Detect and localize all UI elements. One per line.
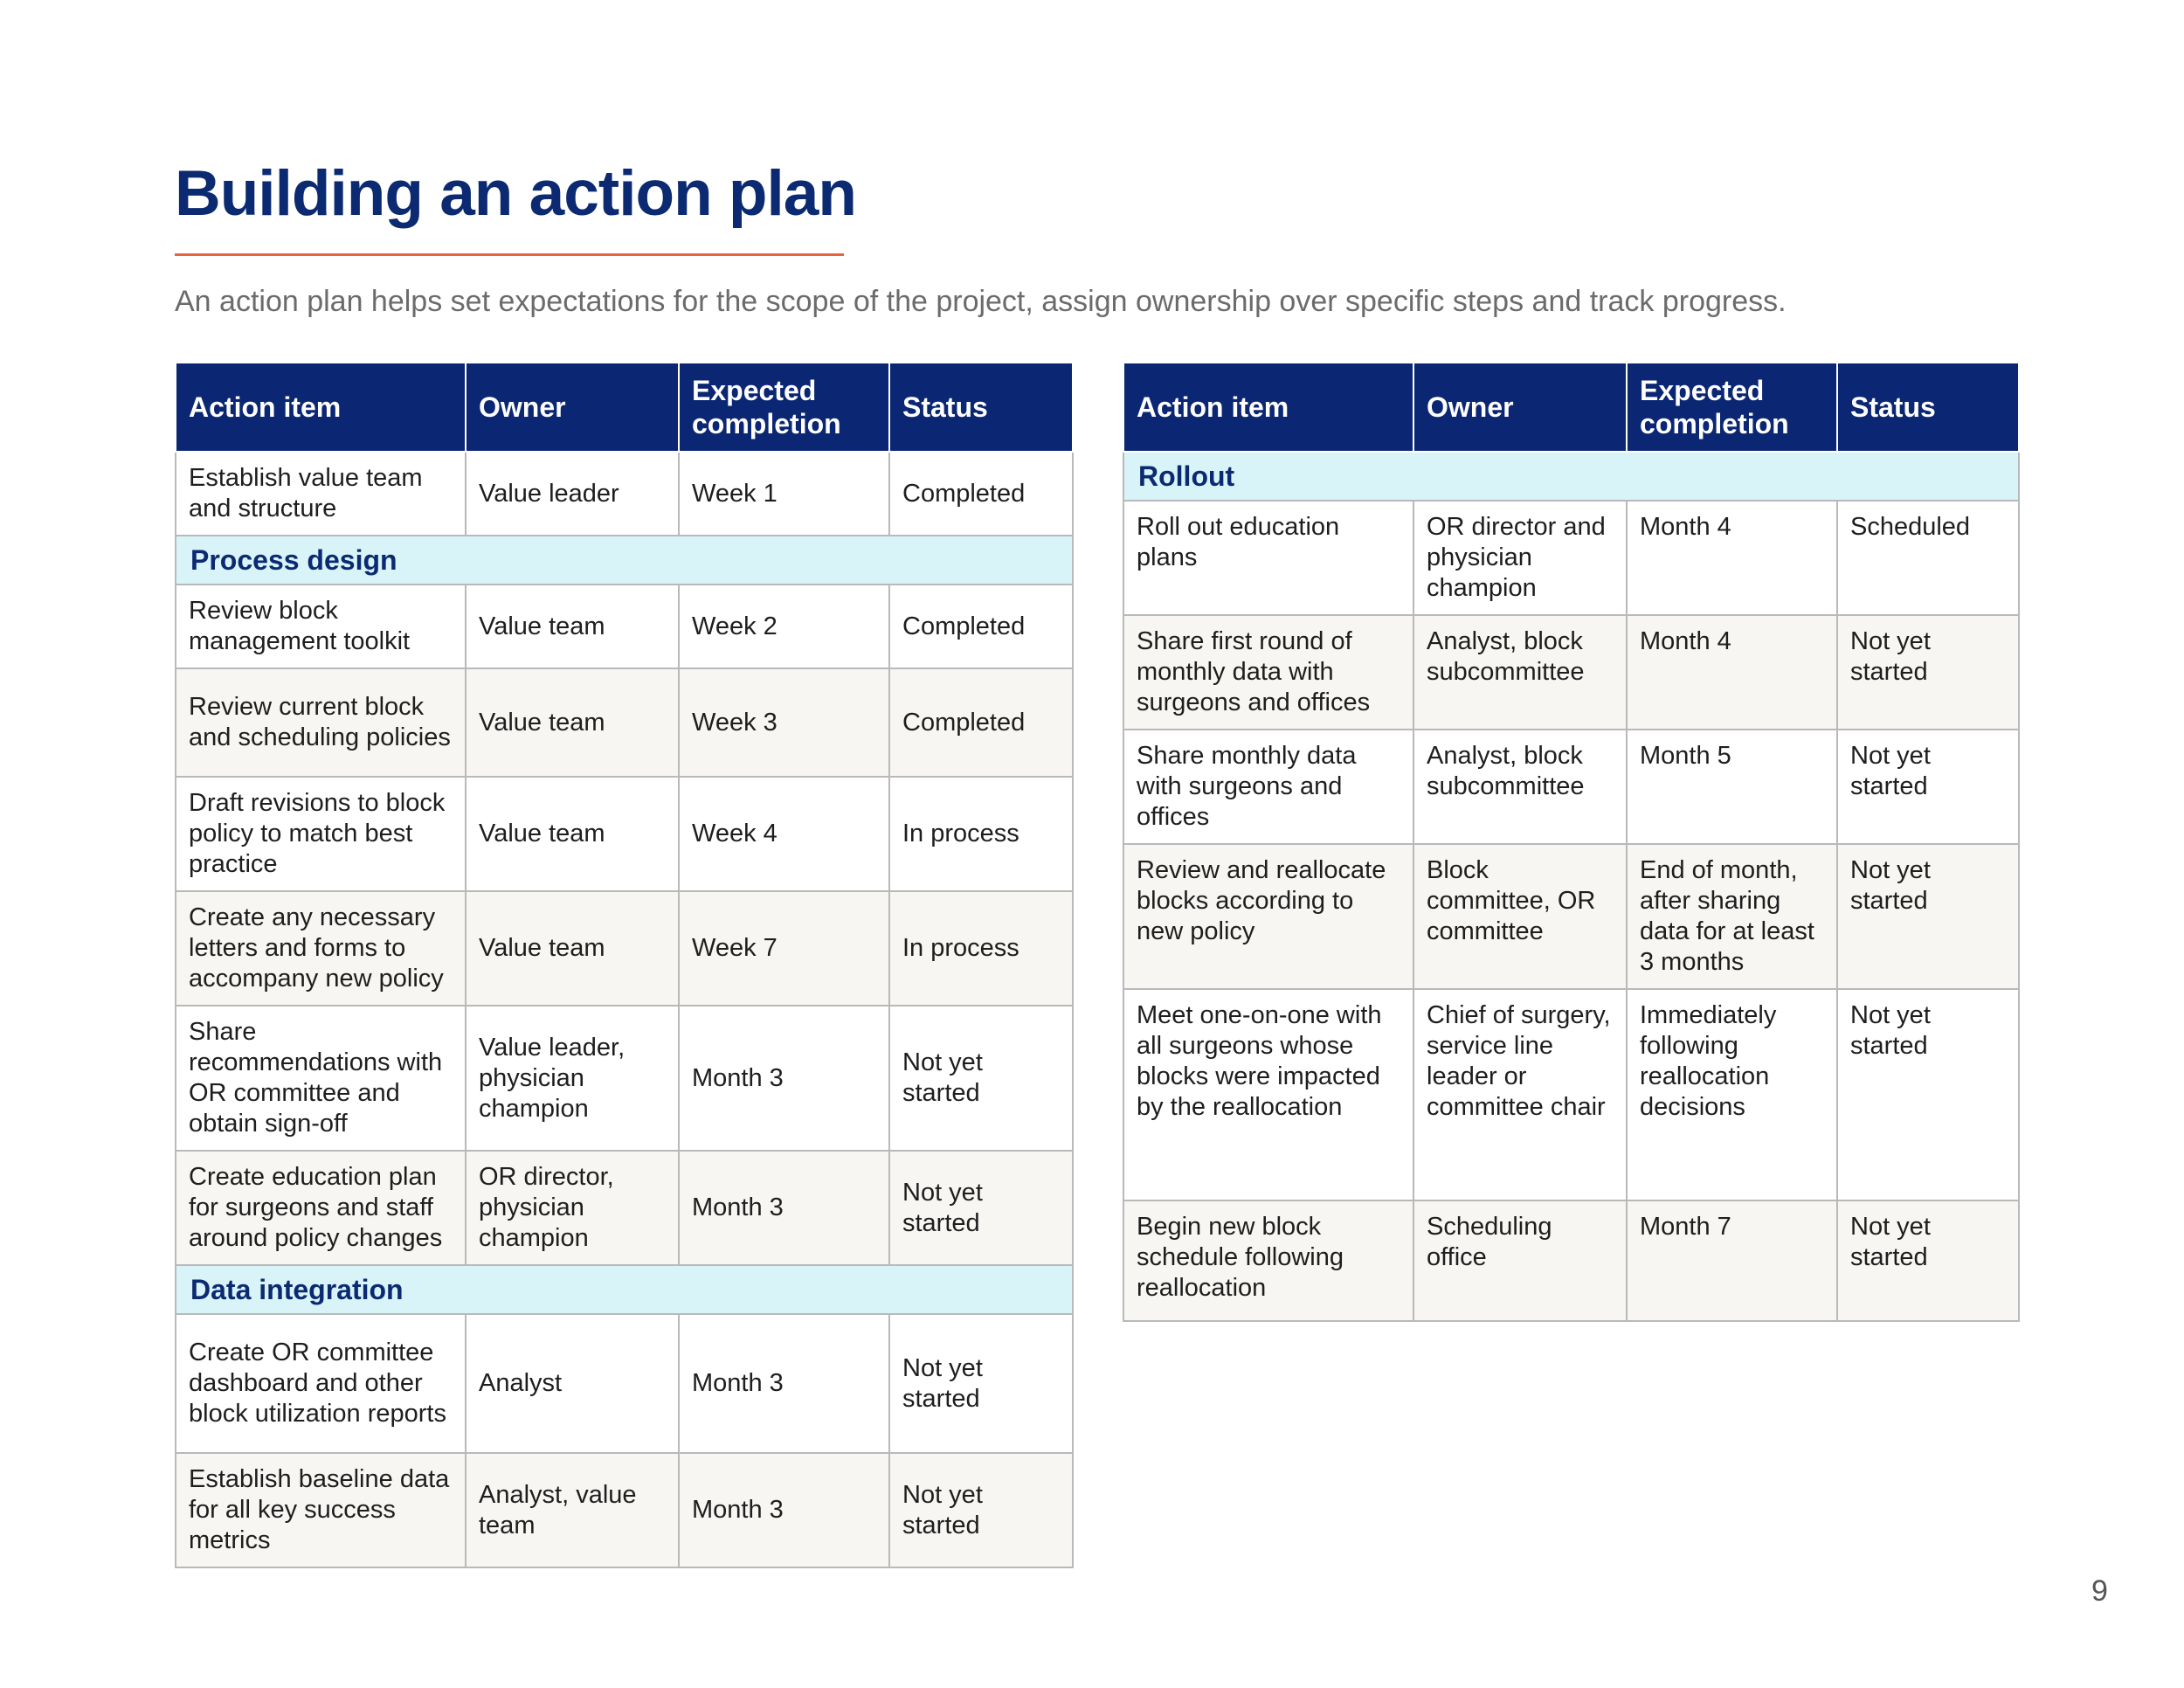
table-row (176, 452, 1073, 536)
header-action-item: Action item (176, 363, 466, 452)
action-item-cell: Create OR committee dashboard and other block utilization reports (176, 1314, 466, 1453)
header-action-item: Action item (1123, 363, 1413, 452)
status-cell: Not yet started (1837, 615, 2019, 730)
action-item-cell: Share first round of monthly data with surgeons and offices (1123, 615, 1413, 730)
owner-cell: Block committee, OR committee (1413, 844, 1627, 989)
action-item-cell: Roll out education plans (1123, 501, 1413, 615)
completion-cell: Immediately following reallocation decisions (1627, 989, 1837, 1200)
completion-cell: Month 3 (679, 1453, 889, 1567)
table-row (1123, 615, 2019, 730)
action-item-cell: Establish baseline data for all key success metrics (176, 1453, 466, 1567)
owner-cell: Chief of surgery, service line leader or committee chair (1413, 989, 1627, 1200)
table-header-row (176, 363, 1073, 452)
page-subtitle: An action plan helps set expectations for the scope of the project, assign ownership over specific steps and track progress. (175, 285, 1787, 318)
action-item-cell: Review and reallocate blocks according to new policy (1123, 844, 1413, 989)
title-underline (175, 253, 844, 256)
action-item-cell: Review block management toolkit (176, 585, 466, 668)
completion-cell: Week 7 (679, 891, 889, 1006)
section-label: Process design (176, 536, 1073, 585)
status-cell: Not yet started (889, 1453, 1073, 1567)
action-item-cell: Create education plan for surgeons and staff around policy changes (176, 1151, 466, 1265)
owner-cell: Value leader (466, 452, 679, 536)
page-title: Building an action plan (175, 158, 856, 229)
status-cell: In process (889, 777, 1073, 891)
owner-cell: Value team (466, 668, 679, 777)
header-expected-completion: Expected completion (679, 363, 889, 452)
owner-cell: OR director, physician champion (466, 1151, 679, 1265)
table-row (176, 891, 1073, 1006)
action-item-cell: Create any necessary letters and forms to accompany new policy (176, 891, 466, 1006)
completion-cell: Week 4 (679, 777, 889, 891)
status-cell: Not yet started (889, 1151, 1073, 1265)
table-row (176, 777, 1073, 891)
status-cell: In process (889, 891, 1073, 1006)
owner-cell: Scheduling office (1413, 1200, 1627, 1321)
table-row (1123, 501, 2019, 615)
status-cell: Not yet started (1837, 730, 2019, 844)
section-row (176, 536, 1073, 585)
page-number: 9 (2091, 1574, 2108, 1608)
status-cell: Not yet started (1837, 844, 2019, 989)
header-status: Status (889, 363, 1073, 452)
owner-cell: OR director and physician champion (1413, 501, 1627, 615)
action-item-cell: Share monthly data with surgeons and offices (1123, 730, 1413, 844)
table-row (176, 1453, 1073, 1567)
table-row (1123, 730, 2019, 844)
status-cell: Not yet started (1837, 1200, 2019, 1321)
header-owner: Owner (466, 363, 679, 452)
action-plan-table-left (175, 362, 1074, 1568)
section-row (176, 1265, 1073, 1314)
owner-cell: Analyst, value team (466, 1453, 679, 1567)
status-cell: Not yet started (889, 1006, 1073, 1151)
status-cell: Scheduled (1837, 501, 2019, 615)
action-item-cell: Share recommendations with OR committee and obtain sign-off (176, 1006, 466, 1151)
action-item-cell: Begin new block schedule following reallocation (1123, 1200, 1413, 1321)
table-row (176, 585, 1073, 668)
completion-cell: Week 1 (679, 452, 889, 536)
section-label: Rollout (1123, 452, 2019, 501)
completion-cell: Week 2 (679, 585, 889, 668)
section-row (1123, 452, 2019, 501)
table-row (1123, 1200, 2019, 1321)
completion-cell: Month 4 (1627, 615, 1837, 730)
action-item-cell: Review current block and scheduling policies (176, 668, 466, 777)
completion-cell: Month 3 (679, 1006, 889, 1151)
owner-cell: Value team (466, 891, 679, 1006)
action-plan-table-right (1123, 362, 2020, 1322)
completion-cell: Month 3 (679, 1314, 889, 1453)
owner-cell: Value leader, physician champion (466, 1006, 679, 1151)
completion-cell: Month 3 (679, 1151, 889, 1265)
table-row (1123, 989, 2019, 1200)
owner-cell: Analyst (466, 1314, 679, 1453)
section-label: Data integration (176, 1265, 1073, 1314)
table-row (176, 668, 1073, 777)
table-row (176, 1151, 1073, 1265)
table-row (176, 1006, 1073, 1151)
status-cell: Completed (889, 668, 1073, 777)
status-cell: Not yet started (1837, 989, 2019, 1200)
completion-cell: Week 3 (679, 668, 889, 777)
table-row (1123, 844, 2019, 989)
completion-cell: Month 5 (1627, 730, 1837, 844)
owner-cell: Value team (466, 777, 679, 891)
status-cell: Not yet started (889, 1314, 1073, 1453)
table-row (176, 1314, 1073, 1453)
action-item-cell: Meet one-on-one with all surgeons whose blocks were impacted by the reallocation (1123, 989, 1413, 1200)
completion-cell: Month 4 (1627, 501, 1837, 615)
status-cell: Completed (889, 585, 1073, 668)
header-status: Status (1837, 363, 2019, 452)
owner-cell: Value team (466, 585, 679, 668)
owner-cell: Analyst, block subcommittee (1413, 730, 1627, 844)
action-item-cell: Establish value team and structure (176, 452, 466, 536)
header-expected-completion: Expected completion (1627, 363, 1837, 452)
owner-cell: Analyst, block subcommittee (1413, 615, 1627, 730)
action-item-cell: Draft revisions to block policy to match best practice (176, 777, 466, 891)
table-header-row (1123, 363, 2019, 452)
header-owner: Owner (1413, 363, 1627, 452)
completion-cell: Month 7 (1627, 1200, 1837, 1321)
status-cell: Completed (889, 452, 1073, 536)
completion-cell: End of month, after sharing data for at least 3 months (1627, 844, 1837, 989)
